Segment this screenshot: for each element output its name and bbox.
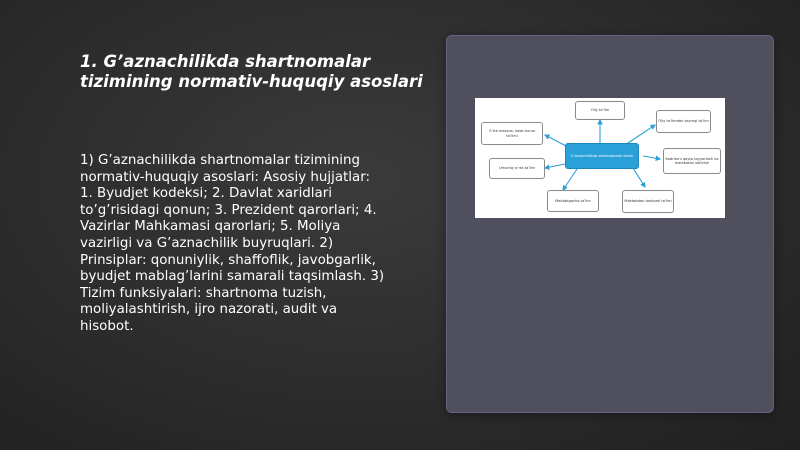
body-text-line: vazirligi va G’aznachilik buyruqlari. 2)	[80, 235, 334, 251]
body-text-line: 1. Byudjet kodeksi; 2. Davlat xaridlari	[80, 186, 332, 202]
body-text-line: Vazirlar Mahkamasi qarorlari; 5. Moliya	[80, 219, 341, 235]
body-text-line: moliyalashtirish, ijro nazorati, audit va	[80, 302, 338, 318]
diagram-node-left: Umumiy o’rta ta’lim	[489, 158, 545, 179]
body-text-line: Tizim funksiyalari: shartnoma tuzish,	[80, 285, 327, 301]
diagram-node-top-right: Oliy ta’limdan keyingi ta’lim	[656, 110, 711, 133]
slide-title-line: tizimining normativ-huquqiy asoslari	[80, 72, 423, 91]
diagram-node-right: Kadrlarni qayta tayyorlash va malakasini oshirish	[663, 148, 721, 174]
diagram-node-bottom-left: Maktabgacha ta’lim	[547, 190, 599, 212]
slide-title	[80, 52, 423, 92]
slide-body-text	[80, 153, 430, 336]
body-text-line: 1) G’aznachilikda shartnomalar tizimining	[80, 153, 361, 168]
diagram-image	[475, 98, 725, 218]
arrow-to-bottom-right	[633, 168, 645, 187]
diagram-node-center: G’aznachilikda shartnomalar tizimi	[565, 143, 639, 169]
body-text-line: to’g’risidagi qonun; 3. Prezident qarorlari; 4.	[80, 202, 377, 218]
body-text-line: normativ-huquqiy asoslari: Asosiy hujjatlar:	[80, 169, 370, 185]
body-text-line: hisobot.	[80, 318, 134, 334]
arrow-to-top-right	[625, 125, 655, 145]
arrow-to-left	[545, 164, 565, 168]
arrow-to-right	[643, 156, 660, 159]
body-text-line: Prinsiplar: qonuniylik, shaffoflik, javobgarlik,	[80, 252, 376, 268]
arrow-to-bottom-left	[563, 169, 577, 190]
slide-title-line: 1. G’aznachilikda shartnomalar	[80, 52, 371, 71]
diagram-node-top: Oliy ta’lim	[575, 101, 625, 120]
image-panel	[446, 35, 774, 413]
diagram-node-bottom-right: Maktabdan tashqari ta’lim	[622, 190, 674, 213]
body-text-line: byudjet mablag’larini samarali taqsimlash. 3)	[80, 269, 385, 285]
diagram-node-top-left: O’rta maxsus, kasb-hunar ta’limi	[481, 122, 543, 145]
